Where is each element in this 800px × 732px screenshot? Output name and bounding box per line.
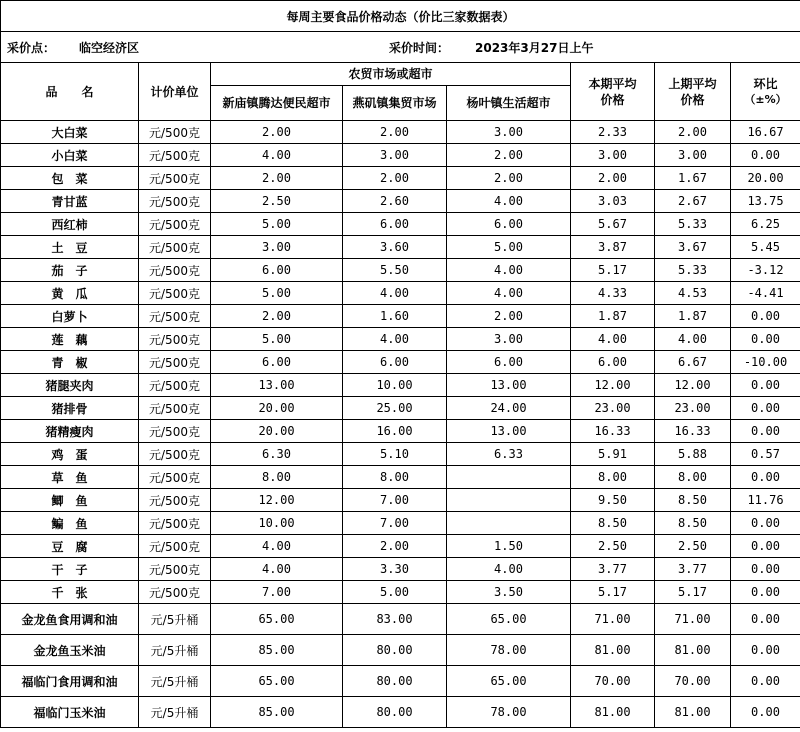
price-current-avg: 81.00 — [571, 635, 655, 666]
info-row — [1, 32, 800, 63]
item-unit: 元/500克 — [139, 489, 211, 512]
price-market-2: 2.60 — [343, 190, 447, 213]
header-market-2: 燕矶镇集贸市场 — [343, 86, 447, 121]
price-market-1: 4.00 — [211, 535, 343, 558]
table-row — [1, 604, 800, 635]
table-row — [1, 558, 800, 581]
price-current-avg: 4.33 — [571, 282, 655, 305]
header-current-avg-line1: 本期平均 — [588, 76, 637, 91]
table-row — [1, 443, 800, 466]
price-current-avg: 2.33 — [571, 121, 655, 144]
price-market-1: 13.00 — [211, 374, 343, 397]
price-market-1: 85.00 — [211, 697, 343, 728]
price-change: 0.00 — [731, 697, 800, 728]
price-previous-avg: 2.50 — [655, 535, 731, 558]
location-value: 临空经济区 — [79, 40, 140, 55]
item-name: 鳊 鱼 — [1, 512, 139, 535]
price-market-1: 12.00 — [211, 489, 343, 512]
item-unit: 元/500克 — [139, 581, 211, 604]
price-market-2: 80.00 — [343, 635, 447, 666]
price-previous-avg: 81.00 — [655, 697, 731, 728]
item-unit: 元/5升桶 — [139, 635, 211, 666]
price-current-avg: 5.67 — [571, 213, 655, 236]
price-market-2: 4.00 — [343, 282, 447, 305]
table-row — [1, 328, 800, 351]
table-row — [1, 144, 800, 167]
price-previous-avg: 5.33 — [655, 259, 731, 282]
header-current-avg — [571, 63, 655, 121]
price-previous-avg: 8.00 — [655, 466, 731, 489]
table-row — [1, 374, 800, 397]
price-market-2: 7.00 — [343, 489, 447, 512]
price-change: 0.00 — [731, 397, 800, 420]
item-name: 福临门食用调和油 — [1, 666, 139, 697]
price-current-avg: 9.50 — [571, 489, 655, 512]
time-value: 2023年3月27日上午 — [475, 40, 594, 55]
price-previous-avg: 16.33 — [655, 420, 731, 443]
price-current-avg: 2.00 — [571, 167, 655, 190]
item-unit: 元/5升桶 — [139, 697, 211, 728]
price-market-2: 3.60 — [343, 236, 447, 259]
item-name: 黄 瓜 — [1, 282, 139, 305]
table-row — [1, 259, 800, 282]
price-market-3: 4.00 — [447, 190, 571, 213]
price-current-avg: 71.00 — [571, 604, 655, 635]
table-row — [1, 420, 800, 443]
price-market-1: 3.00 — [211, 236, 343, 259]
item-unit: 元/500克 — [139, 397, 211, 420]
price-market-3: 4.00 — [447, 282, 571, 305]
price-market-2: 3.00 — [343, 144, 447, 167]
price-change: 0.00 — [731, 305, 800, 328]
price-market-2: 6.00 — [343, 213, 447, 236]
price-current-avg: 8.00 — [571, 466, 655, 489]
item-name: 金龙鱼食用调和油 — [1, 604, 139, 635]
price-previous-avg: 2.00 — [655, 121, 731, 144]
price-current-avg: 3.00 — [571, 144, 655, 167]
price-market-3: 5.00 — [447, 236, 571, 259]
price-market-1: 65.00 — [211, 666, 343, 697]
price-market-1: 5.00 — [211, 328, 343, 351]
price-previous-avg: 5.33 — [655, 213, 731, 236]
item-name: 福临门玉米油 — [1, 697, 139, 728]
price-change: 11.76 — [731, 489, 800, 512]
price-market-1: 4.00 — [211, 144, 343, 167]
price-market-3 — [447, 489, 571, 512]
price-change: 0.00 — [731, 466, 800, 489]
price-current-avg: 5.17 — [571, 581, 655, 604]
location-label: 采价点： — [7, 40, 56, 55]
item-unit: 元/500克 — [139, 305, 211, 328]
table-row — [1, 581, 800, 604]
item-unit: 元/500克 — [139, 512, 211, 535]
item-unit: 元/5升桶 — [139, 604, 211, 635]
price-market-3: 3.50 — [447, 581, 571, 604]
price-market-2: 5.00 — [343, 581, 447, 604]
item-name: 金龙鱼玉米油 — [1, 635, 139, 666]
price-previous-avg: 8.50 — [655, 489, 731, 512]
price-market-3: 65.00 — [447, 604, 571, 635]
price-current-avg: 2.50 — [571, 535, 655, 558]
price-change: -4.41 — [731, 282, 800, 305]
price-change: -10.00 — [731, 351, 800, 374]
header-change — [731, 63, 800, 121]
price-market-1: 6.00 — [211, 259, 343, 282]
price-previous-avg: 3.67 — [655, 236, 731, 259]
item-unit: 元/500克 — [139, 167, 211, 190]
price-market-3: 1.50 — [447, 535, 571, 558]
table-row — [1, 397, 800, 420]
price-market-3: 6.00 — [447, 213, 571, 236]
price-change: 16.67 — [731, 121, 800, 144]
price-market-2: 2.00 — [343, 121, 447, 144]
table-row — [1, 236, 800, 259]
price-change: 0.00 — [731, 420, 800, 443]
price-previous-avg: 5.88 — [655, 443, 731, 466]
price-change: -3.12 — [731, 259, 800, 282]
price-current-avg: 70.00 — [571, 666, 655, 697]
table-row — [1, 697, 800, 728]
price-current-avg: 8.50 — [571, 512, 655, 535]
price-market-3: 2.00 — [447, 167, 571, 190]
price-previous-avg: 2.67 — [655, 190, 731, 213]
price-current-avg: 81.00 — [571, 697, 655, 728]
price-previous-avg: 3.00 — [655, 144, 731, 167]
item-unit: 元/500克 — [139, 144, 211, 167]
item-name: 小白菜 — [1, 144, 139, 167]
price-change: 0.00 — [731, 604, 800, 635]
price-current-avg: 16.33 — [571, 420, 655, 443]
price-previous-avg: 8.50 — [655, 512, 731, 535]
price-market-3: 6.33 — [447, 443, 571, 466]
item-unit: 元/5升桶 — [139, 666, 211, 697]
price-current-avg: 1.87 — [571, 305, 655, 328]
price-market-2: 16.00 — [343, 420, 447, 443]
price-market-2: 8.00 — [343, 466, 447, 489]
price-market-3: 2.00 — [447, 144, 571, 167]
time-label: 采价时间： — [389, 40, 450, 55]
price-change: 6.25 — [731, 213, 800, 236]
price-current-avg: 5.91 — [571, 443, 655, 466]
price-current-avg: 12.00 — [571, 374, 655, 397]
item-name: 猪腿夹肉 — [1, 374, 139, 397]
price-previous-avg: 6.67 — [655, 351, 731, 374]
table-row — [1, 512, 800, 535]
price-market-2: 3.30 — [343, 558, 447, 581]
price-market-2: 2.00 — [343, 167, 447, 190]
item-unit: 元/500克 — [139, 535, 211, 558]
price-market-1: 6.00 — [211, 351, 343, 374]
price-market-2: 80.00 — [343, 666, 447, 697]
table-row — [1, 489, 800, 512]
header-market-1: 新庙镇腾达便民超市 — [211, 86, 343, 121]
price-market-3: 13.00 — [447, 420, 571, 443]
price-previous-avg: 1.87 — [655, 305, 731, 328]
price-market-1: 65.00 — [211, 604, 343, 635]
price-market-1: 10.00 — [211, 512, 343, 535]
price-change: 5.45 — [731, 236, 800, 259]
price-change: 0.00 — [731, 144, 800, 167]
item-name: 青甘蓝 — [1, 190, 139, 213]
price-market-1: 85.00 — [211, 635, 343, 666]
price-market-3: 2.00 — [447, 305, 571, 328]
header-previous-avg — [655, 63, 731, 121]
price-market-1: 8.00 — [211, 466, 343, 489]
item-name: 莲 藕 — [1, 328, 139, 351]
item-name: 干 子 — [1, 558, 139, 581]
price-market-2: 83.00 — [343, 604, 447, 635]
price-previous-avg: 23.00 — [655, 397, 731, 420]
price-change: 0.00 — [731, 535, 800, 558]
price-market-3: 65.00 — [447, 666, 571, 697]
header-previous-avg-line1: 上期平均 — [668, 76, 717, 91]
item-name: 茄 子 — [1, 259, 139, 282]
price-market-2: 80.00 — [343, 697, 447, 728]
item-unit: 元/500克 — [139, 121, 211, 144]
item-unit: 元/500克 — [139, 213, 211, 236]
item-unit: 元/500克 — [139, 259, 211, 282]
price-change: 20.00 — [731, 167, 800, 190]
price-market-3: 4.00 — [447, 259, 571, 282]
header-market-group: 农贸市场或超市 — [211, 63, 571, 86]
item-name: 大白菜 — [1, 121, 139, 144]
item-unit: 元/500克 — [139, 190, 211, 213]
price-market-1: 20.00 — [211, 397, 343, 420]
price-change: 0.00 — [731, 558, 800, 581]
price-change: 0.00 — [731, 374, 800, 397]
header-name: 品 名 — [1, 63, 139, 121]
price-previous-avg: 12.00 — [655, 374, 731, 397]
price-market-2: 2.00 — [343, 535, 447, 558]
price-change: 13.75 — [731, 190, 800, 213]
header-change-line2: （±%） — [744, 92, 787, 106]
item-unit: 元/500克 — [139, 351, 211, 374]
price-current-avg: 3.03 — [571, 190, 655, 213]
price-market-3: 13.00 — [447, 374, 571, 397]
item-name: 猪排骨 — [1, 397, 139, 420]
price-market-1: 2.00 — [211, 305, 343, 328]
price-previous-avg: 3.77 — [655, 558, 731, 581]
price-market-3: 4.00 — [447, 558, 571, 581]
price-market-3 — [447, 466, 571, 489]
price-market-2: 25.00 — [343, 397, 447, 420]
price-market-2: 5.50 — [343, 259, 447, 282]
price-market-1: 20.00 — [211, 420, 343, 443]
price-market-3: 6.00 — [447, 351, 571, 374]
price-change: 0.00 — [731, 581, 800, 604]
price-market-1: 7.00 — [211, 581, 343, 604]
price-current-avg: 4.00 — [571, 328, 655, 351]
price-market-3: 78.00 — [447, 697, 571, 728]
price-market-1: 2.50 — [211, 190, 343, 213]
price-previous-avg: 5.17 — [655, 581, 731, 604]
item-unit: 元/500克 — [139, 282, 211, 305]
price-market-3: 3.00 — [447, 328, 571, 351]
header-market-3: 杨叶镇生活超市 — [447, 86, 571, 121]
price-market-3 — [447, 512, 571, 535]
item-name: 土 豆 — [1, 236, 139, 259]
price-market-1: 2.00 — [211, 121, 343, 144]
item-name: 鸡 蛋 — [1, 443, 139, 466]
header-change-line1: 环比 — [753, 76, 778, 91]
item-unit: 元/500克 — [139, 466, 211, 489]
table-row — [1, 305, 800, 328]
table-row — [1, 190, 800, 213]
price-market-2: 4.00 — [343, 328, 447, 351]
price-current-avg: 6.00 — [571, 351, 655, 374]
price-market-1: 2.00 — [211, 167, 343, 190]
price-current-avg: 5.17 — [571, 259, 655, 282]
item-unit: 元/500克 — [139, 374, 211, 397]
header-previous-avg-line2: 价格 — [680, 92, 705, 107]
price-previous-avg: 70.00 — [655, 666, 731, 697]
price-market-1: 5.00 — [211, 282, 343, 305]
price-current-avg: 3.77 — [571, 558, 655, 581]
price-change: 0.00 — [731, 512, 800, 535]
table-row — [1, 666, 800, 697]
price-previous-avg: 71.00 — [655, 604, 731, 635]
price-change: 0.00 — [731, 328, 800, 351]
price-market-2: 7.00 — [343, 512, 447, 535]
price-market-2: 10.00 — [343, 374, 447, 397]
item-name: 豆 腐 — [1, 535, 139, 558]
price-change: 0.57 — [731, 443, 800, 466]
item-name: 草 鱼 — [1, 466, 139, 489]
table-row — [1, 466, 800, 489]
item-unit: 元/500克 — [139, 558, 211, 581]
price-previous-avg: 81.00 — [655, 635, 731, 666]
table-row — [1, 167, 800, 190]
item-name: 猪精瘦肉 — [1, 420, 139, 443]
table-row — [1, 121, 800, 144]
price-current-avg: 23.00 — [571, 397, 655, 420]
price-market-3: 78.00 — [447, 635, 571, 666]
item-name: 白萝卜 — [1, 305, 139, 328]
price-market-1: 6.30 — [211, 443, 343, 466]
item-name: 青 椒 — [1, 351, 139, 374]
table-row — [1, 213, 800, 236]
table-title: 每周主要食品价格动态（价比三家数据表） — [1, 1, 800, 32]
item-unit: 元/500克 — [139, 236, 211, 259]
item-unit: 元/500克 — [139, 420, 211, 443]
table-row — [1, 635, 800, 666]
item-name: 千 张 — [1, 581, 139, 604]
item-name: 包 菜 — [1, 167, 139, 190]
price-market-2: 5.10 — [343, 443, 447, 466]
price-change: 0.00 — [731, 635, 800, 666]
price-change: 0.00 — [731, 666, 800, 697]
header-unit: 计价单位 — [139, 63, 211, 121]
price-previous-avg: 4.53 — [655, 282, 731, 305]
price-market-2: 1.60 — [343, 305, 447, 328]
table-row — [1, 535, 800, 558]
table-row — [1, 351, 800, 374]
header-current-avg-line2: 价格 — [600, 92, 625, 107]
price-market-1: 5.00 — [211, 213, 343, 236]
price-market-3: 3.00 — [447, 121, 571, 144]
price-previous-avg: 1.67 — [655, 167, 731, 190]
table-row — [1, 282, 800, 305]
item-unit: 元/500克 — [139, 328, 211, 351]
item-unit: 元/500克 — [139, 443, 211, 466]
item-name: 西红柿 — [1, 213, 139, 236]
price-market-1: 4.00 — [211, 558, 343, 581]
price-market-2: 6.00 — [343, 351, 447, 374]
item-name: 鲫 鱼 — [1, 489, 139, 512]
price-market-3: 24.00 — [447, 397, 571, 420]
price-current-avg: 3.87 — [571, 236, 655, 259]
price-previous-avg: 4.00 — [655, 328, 731, 351]
